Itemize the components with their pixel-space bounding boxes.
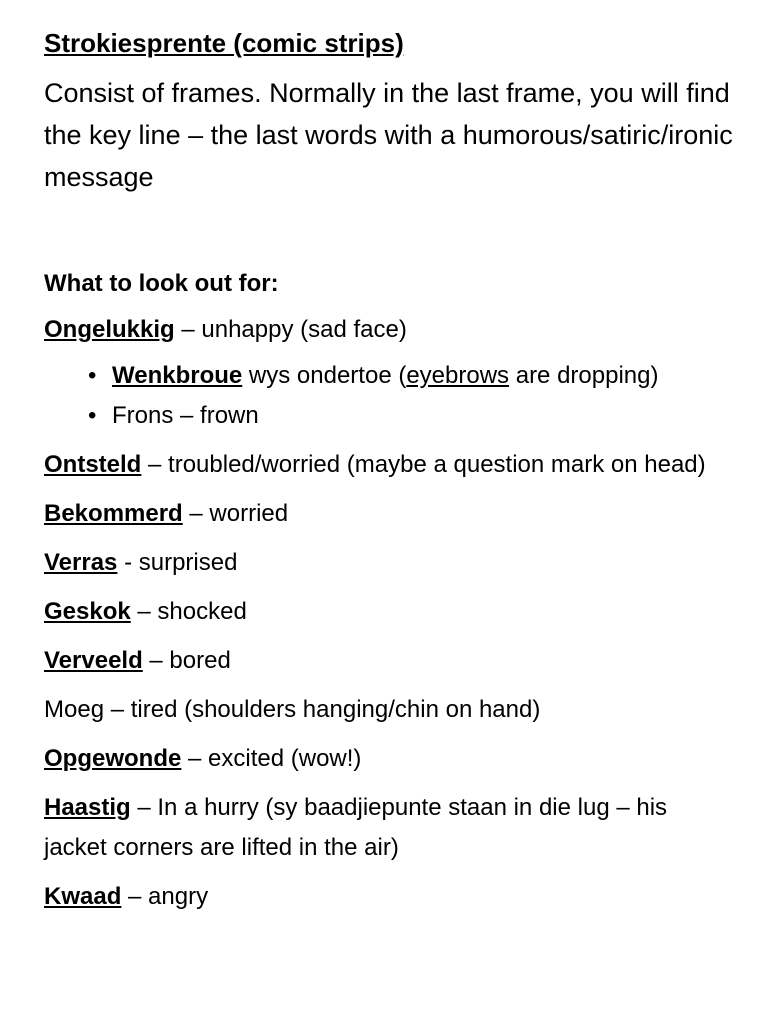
bullet-list (44, 356, 734, 436)
bullet-item-frons (88, 396, 734, 436)
entry-term: Ongelukkig (44, 316, 175, 343)
entry-term: Bekommerd (44, 500, 183, 527)
entry-definition: – troubled/worried (maybe a question mark on head) (141, 451, 706, 478)
section-heading: What to look out for: (44, 270, 279, 297)
document-page (44, 26, 734, 917)
entry-ontsteld (44, 445, 734, 485)
entry-verveeld (44, 641, 734, 681)
bullet-term: Wenkbroue (112, 362, 243, 389)
entry-definition: – excited (wow!) (181, 745, 362, 772)
entry-term: Verveeld (44, 647, 143, 674)
entry-opgewonde (44, 739, 734, 779)
entry-geskok (44, 592, 734, 632)
entry-moeg (44, 690, 734, 730)
entry-term: Ontsteld (44, 451, 142, 478)
entry-definition: – angry (121, 883, 209, 910)
bullet-dot: • (88, 402, 97, 429)
entry-term: Geskok (44, 598, 131, 625)
entry-term: Opgewonde (44, 745, 182, 772)
bullet-text-end: are dropping) (509, 362, 659, 389)
entry-term: Haastig (44, 794, 131, 821)
bullet-text: wys ondertoe ( (242, 362, 407, 389)
entry-term: Moeg (44, 696, 105, 723)
intro-paragraph: Consist of frames. Normally in the last frame, you will find the key line – the last words with a humorous/satiric/ironic message (44, 78, 733, 192)
bullet-text: Frons – frown (112, 402, 259, 429)
entry-definition: – unhappy (sad face) (174, 316, 407, 343)
bullet-underlined-word: eyebrows (406, 362, 510, 389)
entry-kwaad (44, 877, 734, 917)
document-title: Strokiesprente (comic strips) (44, 28, 404, 58)
entry-definition: - surprised (117, 549, 238, 576)
entry-definition: – shocked (130, 598, 247, 625)
bullet-item-wenkbroue (88, 356, 734, 396)
entry-definition: – worried (182, 500, 289, 527)
entry-bekommerd (44, 494, 734, 534)
entry-verras (44, 543, 734, 583)
entry-term: Kwaad (44, 883, 122, 910)
entry-haastig (44, 788, 734, 868)
entry-term: Verras (44, 549, 118, 576)
entry-ongelukkig (44, 310, 734, 350)
bullet-dot: • (88, 362, 97, 389)
entry-definition: – bored (142, 647, 231, 674)
entry-definition: – tired (shoulders hanging/chin on hand) (104, 696, 541, 723)
entry-definition: – In a hurry (sy baadjiepunte staan in die lug – his jacket corners are lifted in the air) (44, 794, 668, 861)
